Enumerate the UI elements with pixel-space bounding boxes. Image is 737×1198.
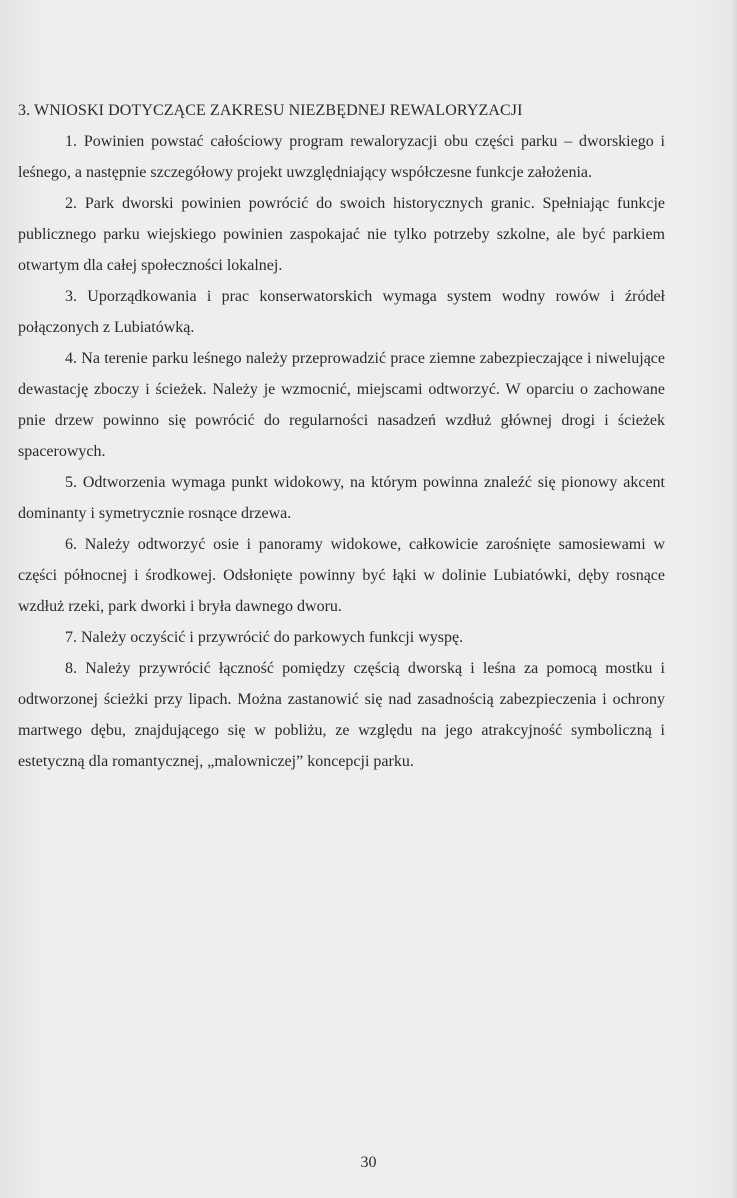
paragraph-5: 5. Odtworzenia wymaga punkt widokowy, na którym powinna znaleźć się pionowy akcent dominanty i symetrycznie rosnące drzewa. <box>18 474 665 522</box>
page-number: 30 <box>360 1154 377 1171</box>
paragraph-8: 8. Należy przywrócić łączność pomiędzy częścią dworską i leśna za pomocą mostku i odtworzonej ścieżki przy lipach. Można zastanowić się nad zasadnością zabezpieczenia i ochrony martwego dębu, znajdującego się w pobliżu, ze względu na jego atrakcyjność symboliczną i estetyczną dla romantycznej, „malowniczej” koncepcji parku. <box>18 660 665 770</box>
section-body <box>18 95 665 777</box>
paragraph-4: 4. Na terenie parku leśnego należy przeprowadzić prace ziemne zabezpieczające i niwelujące dewastację zboczy i ścieżek. Należy je wzmocnić, miejscami odtworzyć. W oparciu o zachowane pnie drzew powinno się powrócić do regularności nasadzeń wzdłuż głównej drogi i ścieżek spacerowych. <box>18 350 665 460</box>
paragraph-1: 1. Powinien powstać całościowy program rewaloryzacji obu części parku – dworskiego i leśnego, a następnie szczegółowy projekt uwzględniający współczesne funkcje założenia. <box>18 133 665 181</box>
paragraph-2: 2. Park dworski powinien powrócić do swoich historycznych granic. Spełniając funkcje publicznego parku wiejskiego powinien zaspokajać nie tylko potrzeby szkolne, ale być parkiem otwartym dla całej społeczności lokalnej. <box>18 195 665 274</box>
paragraph-7: 7. Należy oczyścić i przywrócić do parkowych funkcji wyspę. <box>65 629 464 646</box>
section-heading: 3. WNIOSKI DOTYCZĄCE ZAKRESU NIEZBĘDNEJ REWALORYZACJI <box>18 102 523 119</box>
paragraph-3: 3. Uporządkowania i prac konserwatorskich wymaga system wodny rowów i źródeł połączonych z Lubiatówką. <box>18 288 665 336</box>
paragraph-6: 6. Należy odtworzyć osie i panoramy widokowe, całkowicie zarośnięte samosiewami w części północnej i środkowej. Odsłonięte powinny być łąki w dolinie Lubiatówki, dęby rosnące wzdłuż rzeki, park dworki i bryła dawnego dworu. <box>18 536 665 615</box>
page-edge-shadow <box>731 0 737 1198</box>
